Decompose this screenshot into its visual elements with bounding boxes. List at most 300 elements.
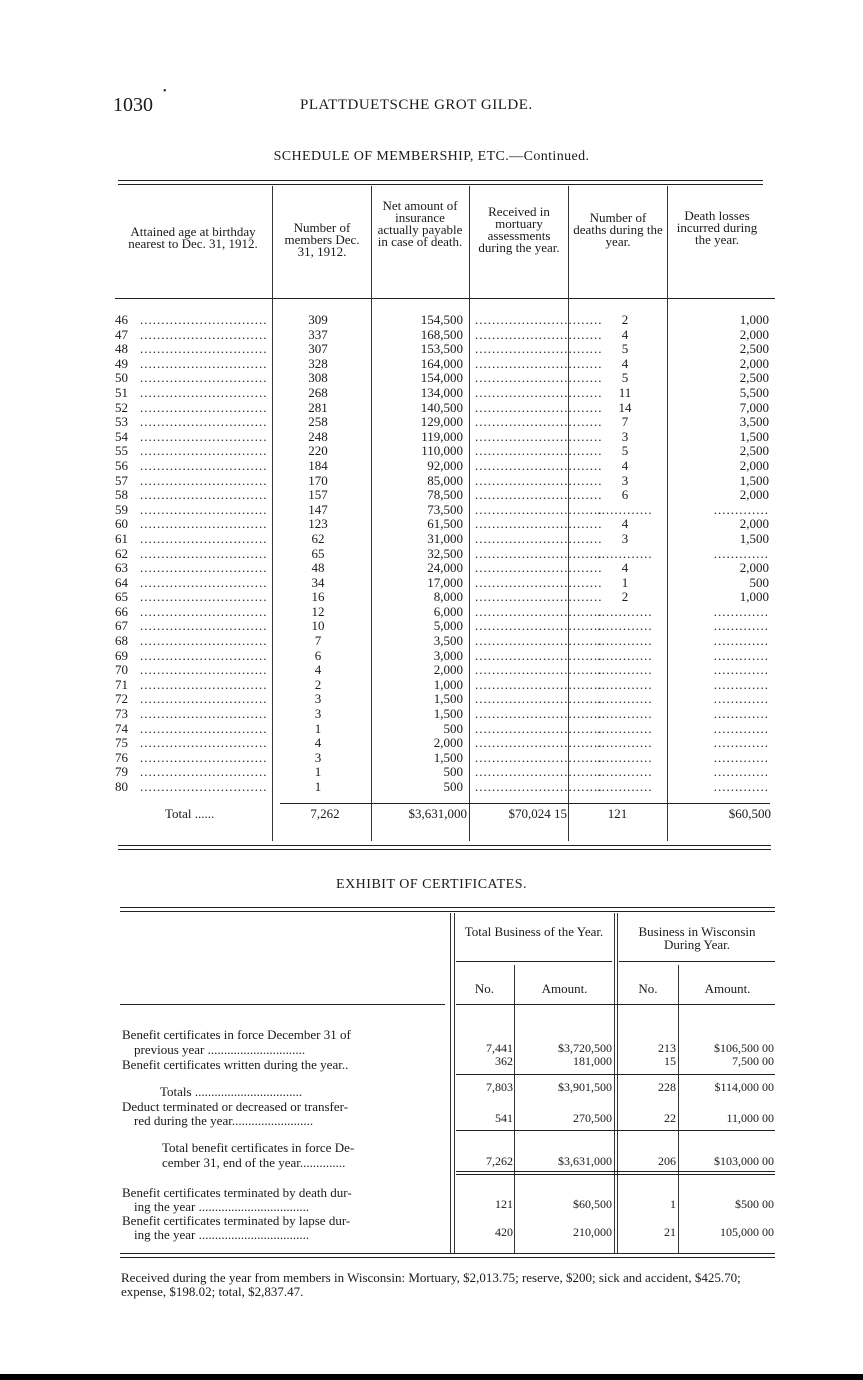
members-cell: 1 [314,779,322,794]
net-amount-cell: 164,000 [420,355,463,371]
net-amount-cell: 1,500 [433,706,463,722]
members-cell: 281 [308,399,328,415]
header-wisconsin-no: No. [638,981,658,996]
dot-leader: .............................. [140,706,268,722]
rule-bottom-2 [120,1257,775,1258]
exhibit-no: 7,441 [486,1041,513,1055]
received-cell: .............................. [475,312,603,327]
net-amount-cell: 500 [443,720,463,736]
received-cell: .............................. [475,457,603,473]
col-divider [454,913,455,1253]
table-row [115,707,775,722]
dot-leader: .............................. [140,603,268,619]
deaths-cell: ............. [597,662,653,678]
header-wisconsin-amount: Amount. [704,981,751,996]
table-row [115,474,775,489]
dot-leader: .............................. [140,560,268,576]
exhibit-no: 420 [495,1225,513,1239]
losses-cell: 2,000 [739,326,769,342]
losses-cell: ............. [713,764,769,780]
table-row [115,430,775,445]
table-row [115,605,775,620]
deaths-cell: ............. [597,735,653,751]
deaths-cell: 4 [621,457,629,473]
exhibit-row-label: Benefit certificates terminated by death dur- [122,1185,352,1200]
received-cell: .............................. [475,735,603,751]
age-cell: 80 [115,779,128,794]
net-amount-cell: 110,000 [421,443,463,459]
rule-bottom-1 [118,845,771,846]
losses-cell: ............. [713,501,769,517]
received-cell: .............................. [475,618,603,634]
dot-leader: .............................. [140,530,268,546]
losses-cell: 2,000 [739,516,769,532]
deaths-cell: 3 [621,428,629,444]
received-cell: .............................. [475,662,603,678]
dot-leader: .............................. [140,443,268,459]
col-divider [450,913,451,1253]
received-cell: .............................. [475,370,603,386]
losses-cell: 5,500 [739,384,769,400]
exhibit-row-label: previous year .............................. [134,1042,306,1057]
exhibit-row-label: Totals ................................. [160,1084,303,1099]
dot-leader: .............................. [140,764,268,780]
dot-leader: .............................. [140,676,268,692]
deaths-cell: 4 [621,516,629,532]
deaths-cell: ............. [597,618,653,634]
dot-leader: .............................. [140,370,268,386]
deaths-cell: 2 [621,589,629,605]
members-cell: 307 [308,341,328,357]
exhibit-amount: $60,500 [573,1197,612,1211]
members-cell: 123 [308,516,328,532]
exhibit-wisconsin-amount: $114,000 00 [714,1080,774,1094]
age-cell: 53 [115,414,128,430]
age-cell: 56 [115,457,128,473]
deaths-cell: 3 [621,530,629,546]
dot-leader: .............................. [140,662,268,678]
received-cell: .............................. [475,428,603,444]
dot-leader: .............................. [140,384,268,400]
schedule-rows [115,313,775,795]
total-label: Total ...... [165,806,215,821]
net-amount-cell: 140,500 [420,399,463,415]
dot-leader: .............................. [140,589,268,605]
members-cell: 3 [314,749,322,765]
rule-top-1 [120,907,775,908]
deaths-cell: ............. [597,764,653,780]
losses-cell: 1,000 [739,589,769,605]
received-cell: .............................. [475,749,603,765]
age-cell: 54 [115,428,128,444]
age-cell: 75 [115,735,128,751]
net-amount-cell: 1,000 [433,676,463,692]
members-cell: 328 [308,355,328,371]
rule-header-bottom [115,298,775,299]
age-cell: 48 [115,341,128,357]
exhibit-amount: $3,901,500 [558,1080,612,1094]
table-row [115,401,775,416]
losses-cell: ............. [713,720,769,736]
exhibit-row-label: red during the year......................... [134,1113,314,1128]
table-row [115,459,775,474]
net-amount-cell: 500 [443,764,463,780]
exhibit-amount: 181,000 [573,1054,612,1068]
exhibit-wisconsin-amount: 11,000 00 [726,1111,774,1125]
members-cell: 62 [311,530,325,546]
col-divider [678,965,679,1253]
deaths-cell: 5 [621,341,629,357]
deaths-cell: ............. [597,720,653,736]
members-cell: 4 [314,662,322,678]
table-row [115,590,775,605]
exhibit-row-label: ing the year .................................. [134,1199,310,1214]
received-cell: .............................. [475,633,603,649]
deaths-cell: ............. [597,691,653,707]
col-divider [617,913,618,1253]
table-row [115,313,775,328]
total-net: $3,631,000 [408,806,467,821]
received-cell: .............................. [475,472,603,488]
exhibit-amount: $3,720,500 [558,1041,612,1055]
running-head: PLATTDUETSCHE GROT GILDE. [300,97,533,113]
deaths-cell: ............. [597,545,653,561]
deaths-cell: ............. [597,706,653,722]
deaths-cell: 6 [621,487,629,503]
losses-cell: 2,500 [739,341,769,357]
rule-value-header [456,1004,775,1005]
age-cell: 70 [115,662,128,678]
received-cell: .............................. [475,647,603,663]
dot-leader: .............................. [140,647,268,663]
members-cell: 2 [314,676,322,692]
rule-bottom-2 [118,849,771,850]
table-row [115,576,775,591]
page-number: 1030 [113,94,153,116]
losses-cell: 2,000 [739,560,769,576]
members-cell: 34 [311,574,325,590]
table-row [115,503,775,518]
members-cell: 16 [311,589,325,605]
losses-cell: ............. [713,647,769,663]
received-cell: .............................. [475,560,603,576]
received-cell: .............................. [475,355,603,371]
age-cell: 52 [115,399,128,415]
table-row [115,547,775,562]
col-divider [614,913,615,1253]
exhibit-wisconsin-no: 206 [658,1154,676,1168]
deaths-cell: ............. [597,749,653,765]
net-amount-cell: 92,000 [427,457,463,473]
deaths-cell: 3 [621,472,629,488]
age-cell: 76 [115,749,128,765]
table-row [115,692,775,707]
age-cell: 47 [115,326,128,342]
header-losses: Death losses incurred during the year. [676,208,758,247]
table-row [115,722,775,737]
dot-leader: .............................. [140,399,268,415]
losses-cell: ............. [713,749,769,765]
losses-cell: 2,500 [739,443,769,459]
losses-cell: 1,500 [739,472,769,488]
losses-cell: ............. [713,633,769,649]
total-deaths: 121 [607,806,628,821]
page-bullet: • [163,86,167,97]
exhibit-no: 7,262 [486,1154,513,1168]
net-amount-cell: 1,500 [433,691,463,707]
net-amount-cell: 1,500 [433,749,463,765]
net-amount-cell: 8,000 [433,589,463,605]
age-cell: 71 [115,676,128,692]
rule-subtotal [456,1074,775,1075]
members-cell: 4 [314,735,322,751]
exhibit-row-label: Benefit certificates written during the year.. [122,1057,349,1072]
deaths-cell: 14 [618,399,632,415]
rule-subtotal [456,1130,775,1131]
exhibit-row-label: cember 31, end of the year.............. [162,1155,346,1170]
dot-leader: .............................. [140,735,268,751]
header-deaths: Number of deaths during the year. [573,210,663,249]
deaths-cell: 4 [621,355,629,371]
dot-leader: .............................. [140,749,268,765]
deaths-cell: ............. [597,779,653,794]
received-cell: .............................. [475,764,603,780]
dot-leader: .............................. [140,341,268,357]
net-amount-cell: 3,000 [433,647,463,663]
losses-cell: ............. [713,779,769,794]
age-cell: 60 [115,516,128,532]
net-amount-cell: 154,000 [420,370,463,386]
age-cell: 65 [115,589,128,605]
table-row [115,371,775,386]
header-amount: Amount. [541,981,588,996]
members-cell: 157 [308,487,328,503]
received-cell: .............................. [475,720,603,736]
losses-cell: ............. [713,618,769,634]
dot-leader: .............................. [140,545,268,561]
received-cell: .............................. [475,530,603,546]
scan-edge [0,1374,863,1380]
net-amount-cell: 32,500 [427,545,463,561]
exhibit-wisconsin-amount: $103,000 00 [714,1154,774,1168]
age-cell: 73 [115,706,128,722]
exhibit-wisconsin-no: 21 [664,1225,676,1239]
members-cell: 184 [308,457,328,473]
deaths-cell: 4 [621,560,629,576]
deaths-cell: 11 [618,384,632,400]
received-cell: .............................. [475,443,603,459]
net-amount-cell: 168,500 [420,326,463,342]
received-cell: .............................. [475,326,603,342]
dot-leader: .............................. [140,574,268,590]
dot-leader: .............................. [140,472,268,488]
exhibit-title: EXHIBIT OF CERTIFICATES. [336,877,527,892]
dot-leader: .............................. [140,487,268,503]
schedule-title: SCHEDULE OF MEMBERSHIP, ETC.—Continued. [273,149,590,164]
members-cell: 220 [308,443,328,459]
table-row [115,663,775,678]
net-amount-cell: 154,500 [420,312,463,327]
members-cell: 3 [314,706,322,722]
net-amount-cell: 153,500 [420,341,463,357]
header-net: Net amount of insurance actually payable in case of death. [377,198,463,249]
net-amount-cell: 129,000 [420,414,463,430]
age-cell: 59 [115,501,128,517]
losses-cell: 2,000 [739,457,769,473]
deaths-cell: ............. [597,647,653,663]
net-amount-cell: 78,500 [427,487,463,503]
table-row [115,751,775,766]
members-cell: 337 [308,326,328,342]
col-divider [514,965,515,1253]
age-cell: 68 [115,633,128,649]
received-cell: .............................. [475,574,603,590]
dot-leader: .............................. [140,516,268,532]
deaths-cell: 5 [621,443,629,459]
members-cell: 10 [311,618,325,634]
table-row [115,444,775,459]
table-row [115,619,775,634]
losses-cell: ............. [713,603,769,619]
rule-group [456,961,612,962]
net-amount-cell: 31,000 [427,530,463,546]
total-received: $70,024 15 [508,806,567,821]
deaths-cell: 4 [621,326,629,342]
rule-group [619,961,775,962]
received-cell: .............................. [475,676,603,692]
exhibit-row-label: Benefit certificates terminated by lapse dur- [122,1213,351,1228]
table-row [115,561,775,576]
received-cell: .............................. [475,501,603,517]
net-amount-cell: 3,500 [433,633,463,649]
net-amount-cell: 2,000 [433,735,463,751]
header-total-business: Total Business of the Year. [464,924,604,939]
table-row [115,342,775,357]
members-cell: 308 [308,370,328,386]
rule-top-2 [120,911,775,912]
deaths-cell: 2 [621,312,629,327]
losses-cell: 2,500 [739,370,769,386]
exhibit-row-label: ing the year .................................. [134,1227,310,1242]
table-row [115,415,775,430]
exhibit-wisconsin-amount: 7,500 00 [732,1054,774,1068]
age-cell: 46 [115,312,128,327]
received-cell: .............................. [475,516,603,532]
deaths-cell: ............. [597,603,653,619]
exhibit-amount: 210,000 [573,1225,612,1239]
exhibit-no: 362 [495,1054,513,1068]
members-cell: 1 [314,720,322,736]
age-cell: 67 [115,618,128,634]
exhibit-wisconsin-no: 213 [658,1041,676,1055]
exhibit-wisconsin-amount: 105,000 00 [720,1225,774,1239]
net-amount-cell: 17,000 [427,574,463,590]
deaths-cell: ............. [597,633,653,649]
received-cell: .............................. [475,341,603,357]
dot-leader: .............................. [140,312,268,327]
table-row [115,634,775,649]
age-cell: 66 [115,603,128,619]
age-cell: 61 [115,530,128,546]
received-cell: .............................. [475,384,603,400]
rule-double-1 [456,1171,775,1172]
rule-top-1 [118,180,763,181]
members-cell: 268 [308,384,328,400]
exhibit-wisconsin-no: 228 [658,1080,676,1094]
exhibit-amount: $3,631,000 [558,1154,612,1168]
age-cell: 62 [115,545,128,561]
dot-leader: .............................. [140,355,268,371]
received-cell: .............................. [475,779,603,794]
received-cell: .............................. [475,603,603,619]
dot-leader: .............................. [140,501,268,517]
members-cell: 3 [314,691,322,707]
table-row [115,328,775,343]
members-cell: 6 [314,647,322,663]
total-losses: $60,500 [728,806,771,821]
members-cell: 248 [308,428,328,444]
net-amount-cell: 500 [443,779,463,794]
received-cell: .............................. [475,399,603,415]
deaths-cell: ............. [597,676,653,692]
exhibit-row-label: Deduct terminated or decreased or transfer- [122,1099,349,1114]
exhibit-wisconsin-amount: $106,500 00 [714,1041,774,1055]
received-cell: .............................. [475,589,603,605]
losses-cell: 1,500 [739,428,769,444]
losses-cell: 500 [749,574,769,590]
deaths-cell: 1 [621,574,629,590]
dot-leader: .............................. [140,779,268,794]
age-cell: 50 [115,370,128,386]
dot-leader: .............................. [140,720,268,736]
received-cell: .............................. [475,545,603,561]
members-cell: 12 [311,603,325,619]
members-cell: 7 [314,633,322,649]
table-row [115,532,775,547]
table-row [115,386,775,401]
exhibit-no: 121 [495,1197,513,1211]
age-cell: 69 [115,647,128,663]
exhibit-no: 7,803 [486,1080,513,1094]
received-cell: .............................. [475,691,603,707]
net-amount-cell: 24,000 [427,560,463,576]
members-cell: 170 [308,472,328,488]
losses-cell: ............. [713,691,769,707]
exhibit-wisconsin-amount: $500 00 [735,1197,774,1211]
members-cell: 65 [311,545,325,561]
exhibit-wisconsin-no: 22 [664,1111,676,1125]
members-cell: 258 [308,414,328,430]
table-row [115,357,775,372]
age-cell: 64 [115,574,128,590]
header-no: No. [474,981,495,996]
losses-cell: ............. [713,735,769,751]
rule-top-2 [118,184,763,185]
net-amount-cell: 119,000 [421,428,463,444]
age-cell: 55 [115,443,128,459]
dot-leader: .............................. [140,618,268,634]
losses-cell: 1,000 [739,312,769,327]
losses-cell: ............. [713,545,769,561]
age-cell: 51 [115,384,128,400]
losses-cell: 3,500 [739,414,769,430]
exhibit-row-label: Total benefit certificates in force De- [162,1140,355,1155]
deaths-cell: 5 [621,370,629,386]
rule-double-2 [456,1174,775,1175]
table-row [115,736,775,751]
losses-cell: ............. [713,662,769,678]
age-cell: 58 [115,487,128,503]
